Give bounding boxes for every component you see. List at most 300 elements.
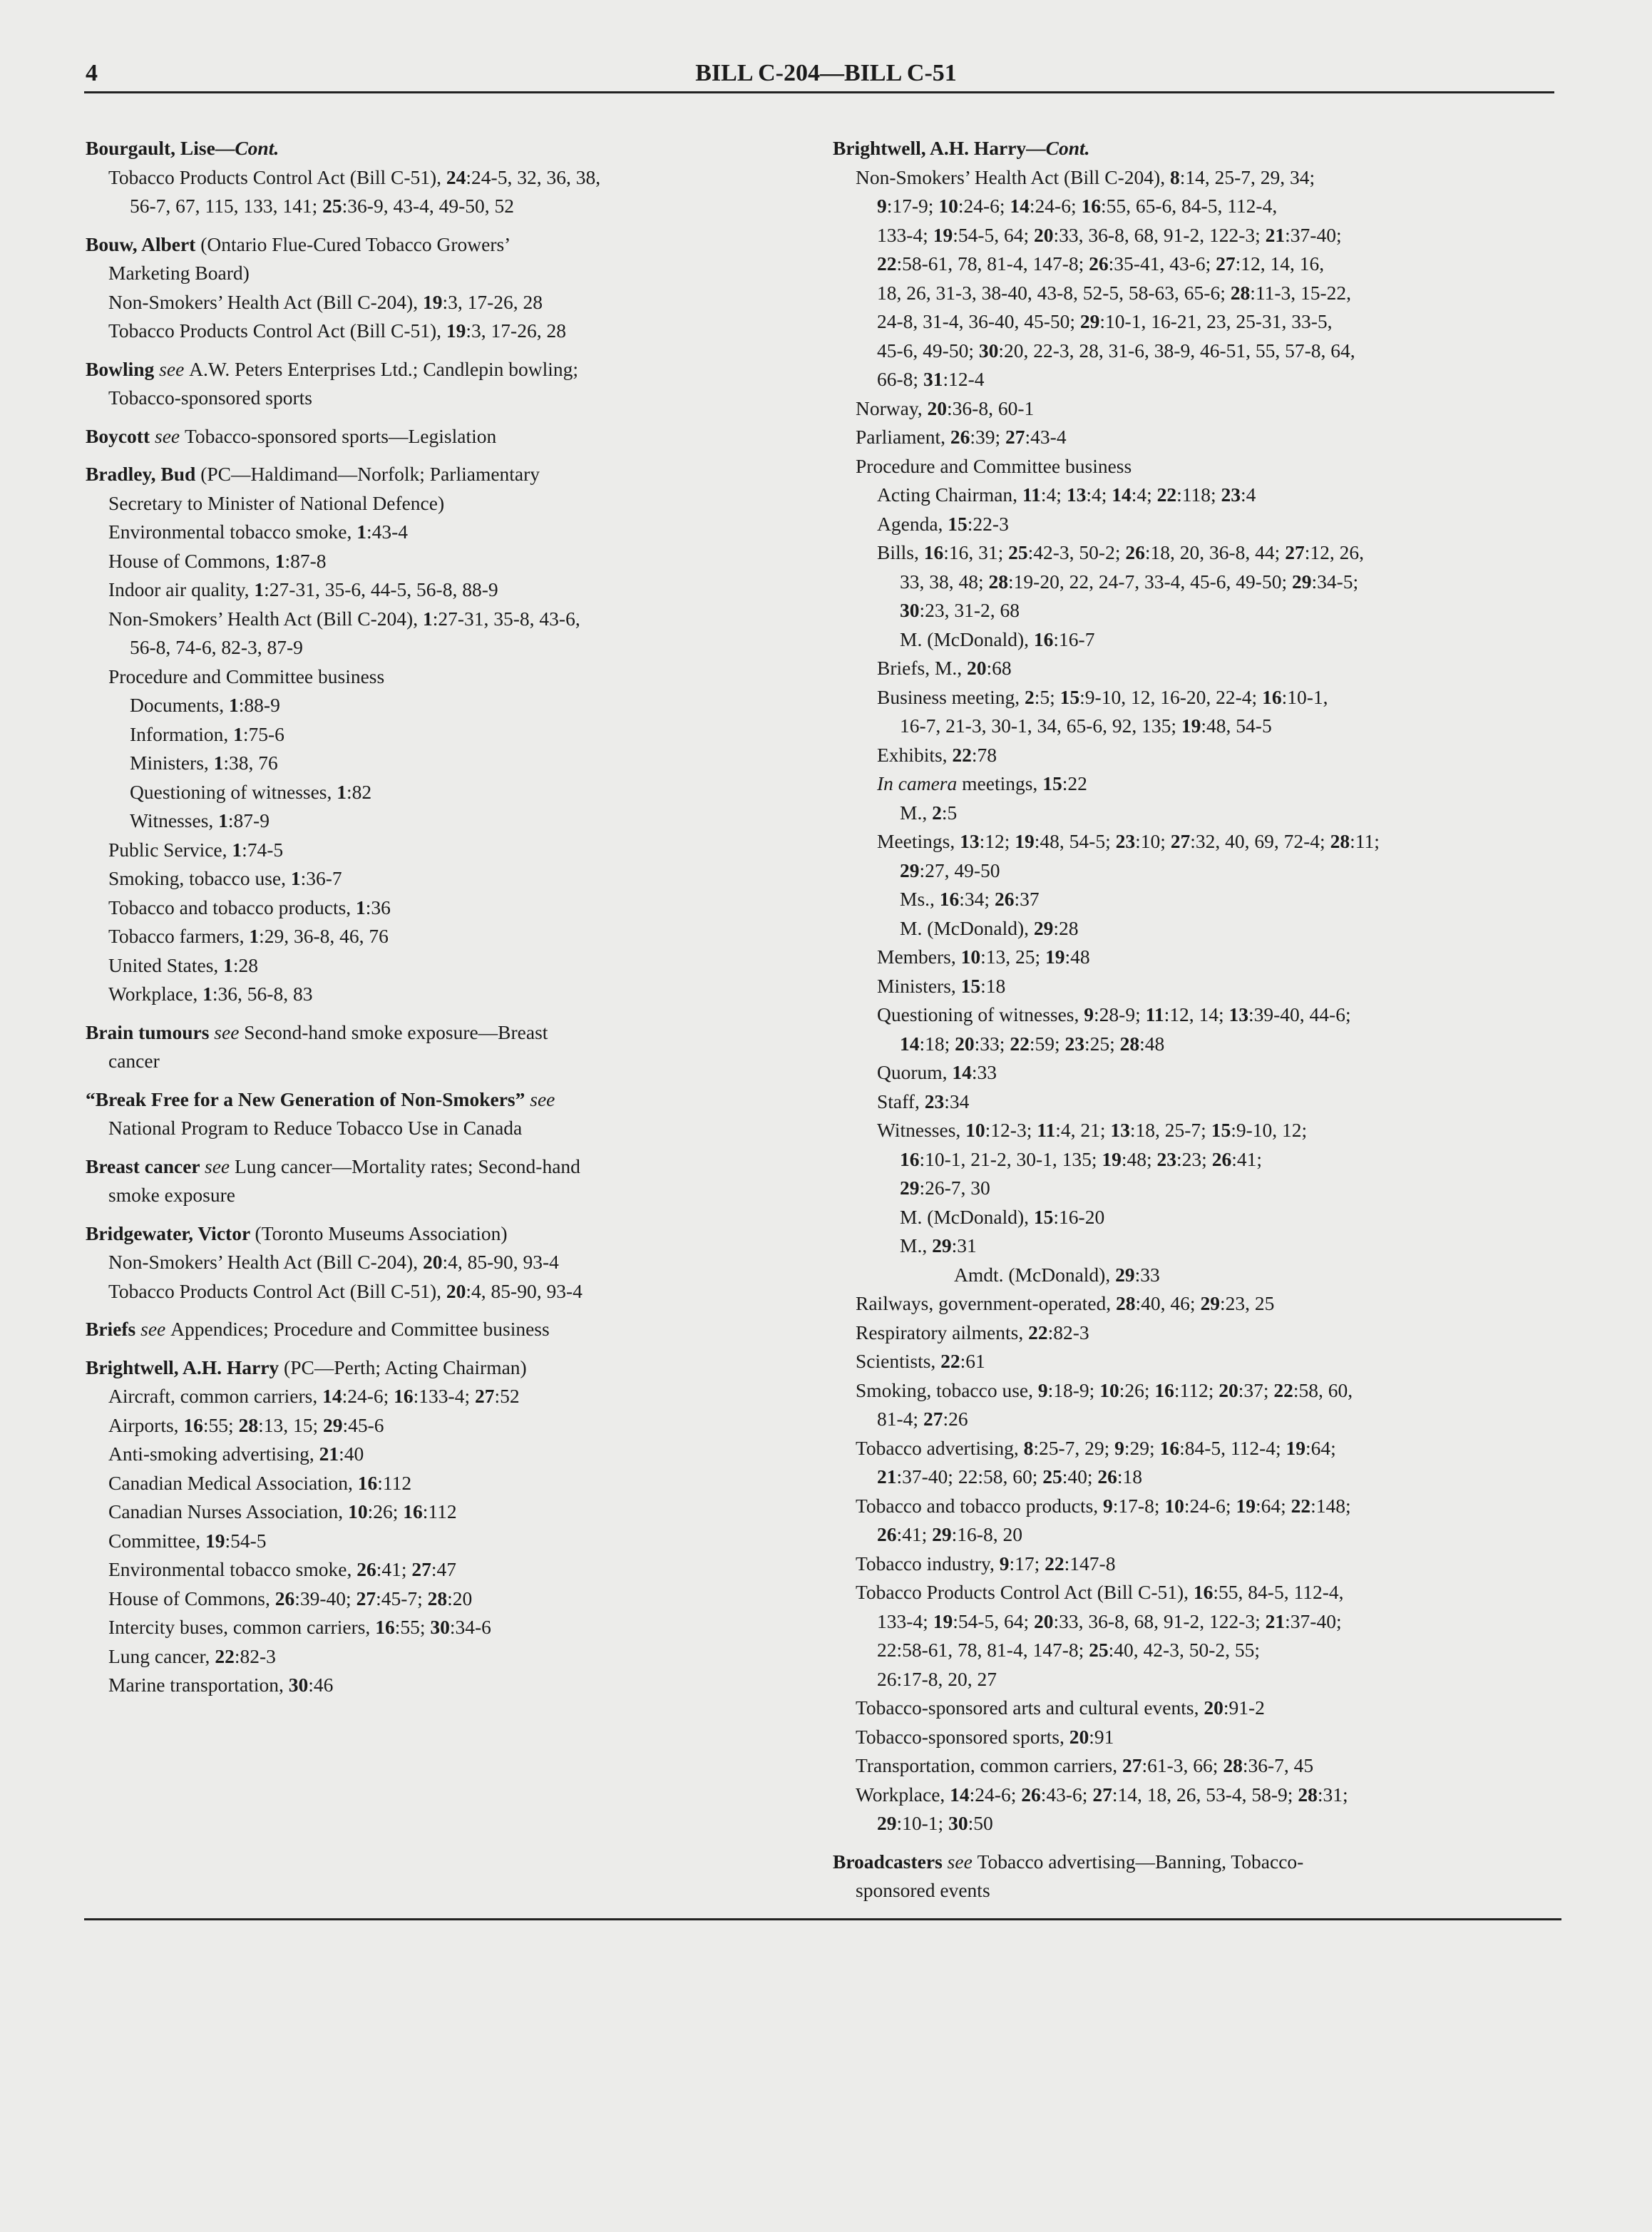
entry-text: Non-Smokers’ Health Act (Bill C-204), bbox=[856, 165, 1170, 188]
entry-line bbox=[86, 605, 806, 634]
index-entry bbox=[86, 355, 806, 413]
entry-text: :11; bbox=[1350, 830, 1380, 852]
entry-text: 29 bbox=[932, 1234, 952, 1256]
entry-line bbox=[833, 1174, 1553, 1203]
entry-text: 9 bbox=[1103, 1494, 1113, 1517]
entry-text: 19 bbox=[933, 1609, 953, 1632]
entry-text: Witnesses, bbox=[877, 1119, 966, 1141]
running-title: BILL C-204—BILL C-51 bbox=[695, 60, 957, 86]
entry-text: :40 bbox=[339, 1443, 364, 1465]
entry-text: 28 bbox=[238, 1413, 259, 1436]
entry-text: 26 bbox=[877, 1523, 897, 1545]
entry-text: 10 bbox=[348, 1500, 368, 1522]
entry-text: Lung cancer, bbox=[108, 1644, 215, 1667]
entry-text: :87-9 bbox=[227, 809, 270, 831]
entry-text: Breast cancer bbox=[86, 1155, 205, 1177]
entry-text: 10 bbox=[965, 1119, 985, 1141]
entry-text: :26; bbox=[1119, 1378, 1155, 1401]
entry-text: 20 bbox=[927, 396, 948, 419]
entry-text: Bradley, Bud bbox=[86, 463, 201, 485]
entry-text: :75-6 bbox=[242, 722, 284, 745]
entry-text: Tobacco-sponsored arts and cultural events, bbox=[856, 1696, 1204, 1719]
entry-line bbox=[833, 596, 1553, 625]
entry-text: Smoking, tobacco use, bbox=[108, 867, 291, 889]
entry-text: 14 bbox=[1112, 483, 1132, 506]
entry-text: :88-9 bbox=[238, 694, 280, 716]
entry-text: Tobacco and tobacco products, bbox=[108, 896, 356, 918]
entry-text: :118; bbox=[1176, 483, 1221, 506]
entry-line bbox=[833, 1694, 1553, 1723]
entry-text: Marketing Board) bbox=[108, 262, 250, 284]
entry-line bbox=[833, 1203, 1553, 1232]
entry-text: :31; bbox=[1317, 1783, 1348, 1806]
entry-line bbox=[86, 1181, 806, 1210]
entry-text: 2 bbox=[1025, 685, 1035, 708]
entry-text: 16 bbox=[183, 1413, 203, 1436]
index-entry bbox=[86, 1353, 806, 1700]
entry-heading bbox=[86, 230, 806, 260]
entry-text: :17-9; bbox=[886, 195, 939, 217]
entry-text: Indoor air quality, bbox=[108, 578, 255, 600]
entry-text: 19 bbox=[933, 223, 953, 246]
entry-text: :23, 25 bbox=[1219, 1292, 1275, 1314]
entry-text: :58-61, 78, 81-4, 147-8; bbox=[896, 252, 1089, 275]
entry-text: 20 bbox=[1204, 1696, 1223, 1719]
entry-text: 66-8; bbox=[877, 368, 923, 390]
entry-text: :34; bbox=[959, 888, 995, 910]
entry-text: :26 bbox=[943, 1408, 968, 1430]
entry-text: 33, 38, 48; bbox=[900, 570, 989, 593]
entry-line bbox=[833, 1578, 1553, 1607]
entry-text: :91-2 bbox=[1223, 1696, 1265, 1719]
entry-line bbox=[86, 518, 806, 547]
entry-text: Scientists, bbox=[856, 1350, 941, 1372]
index-column-right bbox=[833, 134, 1553, 1915]
entry-line bbox=[86, 633, 806, 662]
entry-heading bbox=[86, 1085, 806, 1115]
entry-text: 9 bbox=[877, 195, 887, 217]
index-entry bbox=[86, 1018, 806, 1076]
entry-text: 15 bbox=[1042, 772, 1062, 794]
entry-heading bbox=[833, 1848, 1553, 1877]
entry-text: 24-8, 31-4, 36-40, 45-50; bbox=[877, 310, 1080, 332]
entry-text: 23 bbox=[1115, 830, 1136, 852]
entry-text: 16 bbox=[1081, 195, 1101, 217]
entry-text: Ministers, bbox=[130, 752, 214, 774]
entry-text: :3, 17-26, 28 bbox=[442, 290, 543, 313]
entry-text: 13 bbox=[1066, 483, 1087, 506]
entry-text: Bouw, Albert bbox=[86, 232, 201, 255]
entry-text: Tobacco advertising—Banning, Tobacco- bbox=[977, 1850, 1304, 1873]
entry-line bbox=[833, 1347, 1553, 1376]
entry-heading bbox=[86, 134, 806, 163]
entry-text: :4; bbox=[1040, 483, 1067, 506]
entry-line bbox=[833, 856, 1553, 886]
entry-text: :16-8, 20 bbox=[951, 1523, 1022, 1545]
entry-line bbox=[833, 1289, 1553, 1319]
entry-text: Tobacco advertising, bbox=[856, 1436, 1024, 1459]
index-entry bbox=[86, 134, 806, 221]
entry-text: see bbox=[205, 1155, 235, 1177]
entry-text: 26:17-8, 20, 27 bbox=[877, 1667, 997, 1690]
entry-text: :24-6; bbox=[1029, 195, 1082, 217]
entry-text: 56-7, 67, 115, 133, 141; bbox=[130, 195, 323, 217]
entry-line bbox=[86, 1277, 806, 1306]
entry-line bbox=[833, 1876, 1553, 1905]
entry-text: :14, 18, 26, 53-4, 58-9; bbox=[1112, 1783, 1298, 1806]
entry-text: 26 bbox=[1125, 541, 1145, 563]
entry-text: 20 bbox=[1069, 1725, 1089, 1748]
entry-text: see bbox=[140, 1318, 171, 1340]
entry-text: 27 bbox=[1170, 830, 1191, 852]
entry-text: :33, 36-8, 68, 91-2, 122-3; bbox=[1053, 223, 1266, 246]
entry-text: Ms., bbox=[900, 888, 940, 910]
entry-text: 27 bbox=[1092, 1783, 1112, 1806]
entry-line bbox=[833, 1030, 1553, 1059]
index-entry bbox=[86, 1085, 806, 1143]
entry-text: Bourgault, Lise— bbox=[86, 137, 235, 159]
entry-line bbox=[86, 1469, 806, 1498]
entry-text: House of Commons, bbox=[108, 549, 275, 572]
entry-text: Railways, government-operated, bbox=[856, 1292, 1117, 1314]
entry-text: 16 bbox=[1193, 1581, 1214, 1603]
entry-line bbox=[86, 1585, 806, 1614]
entry-text: (Toronto Museums Association) bbox=[255, 1222, 508, 1244]
entry-line bbox=[86, 1248, 806, 1277]
entry-text: Exhibits, bbox=[877, 743, 953, 766]
entry-text: M., bbox=[900, 1234, 933, 1256]
entry-text: 1 bbox=[422, 607, 433, 630]
entry-text: :17-8; bbox=[1112, 1494, 1165, 1517]
entry-text: 27 bbox=[1005, 426, 1025, 448]
entry-text: :50 bbox=[968, 1812, 993, 1834]
entry-text: Bridgewater, Victor bbox=[86, 1222, 255, 1244]
entry-text: Second-hand smoke exposure—Breast bbox=[244, 1020, 548, 1043]
entry-text: 8 bbox=[1023, 1436, 1034, 1459]
entry-text: :4, 85-90, 93-4 bbox=[442, 1251, 559, 1273]
entry-text: M., bbox=[900, 801, 933, 824]
entry-line bbox=[833, 163, 1553, 193]
entry-line bbox=[833, 1723, 1553, 1752]
entry-line bbox=[833, 914, 1553, 943]
entry-text: 26 bbox=[1211, 1147, 1232, 1170]
entry-text: :39-40, 44-6; bbox=[1248, 1003, 1351, 1025]
entry-text: 133-4; bbox=[877, 223, 933, 246]
entry-text: :78 bbox=[971, 743, 997, 766]
entry-text: :82-3 bbox=[1047, 1321, 1089, 1343]
entry-line bbox=[86, 836, 806, 865]
entry-line bbox=[833, 307, 1553, 337]
entry-text: :58, 60, bbox=[1293, 1378, 1353, 1401]
entry-text: :24-6; bbox=[958, 195, 1010, 217]
entry-text: :16, 31; bbox=[943, 541, 1009, 563]
entry-text: 28 bbox=[1230, 281, 1251, 304]
entry-line bbox=[86, 192, 806, 221]
entry-text: Business meeting, bbox=[877, 685, 1025, 708]
entry-line bbox=[833, 423, 1553, 452]
entry-line bbox=[833, 799, 1553, 828]
entry-text: Bowling bbox=[86, 357, 160, 380]
entry-text: Tobacco-sponsored sports bbox=[108, 386, 312, 409]
entry-text: :55; bbox=[202, 1413, 239, 1436]
entry-text: 9 bbox=[1114, 1436, 1124, 1459]
entry-text: :112; bbox=[1174, 1378, 1219, 1401]
entry-text: Agenda, bbox=[877, 512, 948, 535]
entry-line bbox=[86, 1498, 806, 1527]
entry-text: see bbox=[947, 1850, 978, 1873]
entry-text: 22 bbox=[877, 252, 897, 275]
entry-text: 14 bbox=[322, 1385, 342, 1407]
entry-text: 29 bbox=[1200, 1292, 1220, 1314]
entry-text: :112 bbox=[422, 1500, 457, 1522]
entry-text: :40; bbox=[1062, 1465, 1098, 1488]
entry-text: :36-7, 45 bbox=[1242, 1754, 1314, 1776]
entry-line bbox=[86, 288, 806, 317]
entry-text: :39-40; bbox=[294, 1587, 356, 1609]
entry-text: 1 bbox=[356, 896, 366, 918]
entry-line bbox=[833, 827, 1553, 856]
entry-text: 19 bbox=[1181, 715, 1201, 737]
entry-text: 23 bbox=[1156, 1147, 1177, 1170]
entry-text: :26; bbox=[367, 1500, 404, 1522]
entry-text: 16 bbox=[375, 1616, 395, 1638]
entry-text: 133-4; bbox=[877, 1609, 933, 1632]
entry-text: Smoking, tobacco use, bbox=[856, 1378, 1038, 1401]
entry-text: :5; bbox=[1034, 685, 1060, 708]
entry-text: Anti-smoking advertising, bbox=[108, 1443, 319, 1465]
entry-line bbox=[833, 568, 1553, 597]
entry-text: :36-8, 60-1 bbox=[947, 396, 1035, 419]
entry-text: :48 bbox=[1139, 1032, 1165, 1055]
entry-text: 16 bbox=[900, 1147, 920, 1170]
entry-text: :23; bbox=[1176, 1147, 1212, 1170]
entry-text: :12-4 bbox=[943, 368, 985, 390]
entry-text: 21 bbox=[1265, 1609, 1286, 1632]
entry-line bbox=[833, 1376, 1553, 1406]
entry-text: 14 bbox=[900, 1032, 920, 1055]
entry-text: 30 bbox=[288, 1674, 309, 1696]
entry-text: :25; bbox=[1084, 1032, 1120, 1055]
entry-text: :48 bbox=[1064, 946, 1090, 968]
entry-text: 28 bbox=[988, 570, 1009, 593]
entry-line bbox=[833, 683, 1553, 712]
entry-text: :17; bbox=[1009, 1552, 1045, 1575]
entry-text: 20 bbox=[1034, 223, 1054, 246]
entry-text: 29 bbox=[1115, 1263, 1135, 1286]
entry-text: 25 bbox=[1042, 1465, 1062, 1488]
entry-line bbox=[833, 279, 1553, 308]
entry-text: 28 bbox=[427, 1587, 448, 1609]
entry-line bbox=[833, 1261, 1553, 1290]
entry-text: “Break Free for a New Generation of Non-Smokers” bbox=[86, 1087, 530, 1110]
entry-heading bbox=[833, 134, 1553, 163]
entry-text: 15 bbox=[948, 512, 968, 535]
entry-line bbox=[833, 1492, 1553, 1521]
entry-text: Documents, bbox=[130, 694, 230, 716]
entry-text: Tobacco Products Control Act (Bill C-51), bbox=[108, 1279, 446, 1302]
entry-text: 19 bbox=[205, 1529, 225, 1552]
entry-line bbox=[86, 163, 806, 193]
entry-text: 31 bbox=[923, 368, 943, 390]
page-number: 4 bbox=[86, 60, 98, 86]
entry-text: 29 bbox=[1291, 570, 1312, 593]
entry-line bbox=[833, 1463, 1553, 1492]
entry-text: 22 bbox=[1010, 1032, 1030, 1055]
entry-text: :33; bbox=[974, 1032, 1010, 1055]
entry-text: Marine transportation, bbox=[108, 1674, 289, 1696]
entry-line bbox=[86, 317, 806, 346]
entry-text: Amdt. (McDonald), bbox=[954, 1263, 1116, 1286]
entry-text: 26 bbox=[1097, 1465, 1117, 1488]
entry-line bbox=[833, 1116, 1553, 1145]
entry-text: :82 bbox=[347, 780, 372, 803]
entry-line bbox=[86, 749, 806, 778]
entry-text: :47 bbox=[431, 1558, 457, 1580]
entry-text: :10-1, 21-2, 30-1, 135; bbox=[919, 1147, 1102, 1170]
entry-text: Public Service, bbox=[108, 838, 232, 861]
entry-text: 16 bbox=[1154, 1378, 1174, 1401]
entry-text: :37-40; bbox=[1285, 1609, 1342, 1632]
entry-text: :133-4; bbox=[413, 1385, 475, 1407]
entry-line bbox=[833, 365, 1553, 394]
entry-text: In camera bbox=[877, 772, 963, 794]
entry-text: 16 bbox=[357, 1471, 378, 1494]
entry-text: 29 bbox=[1033, 916, 1054, 939]
entry-text: :59; bbox=[1029, 1032, 1065, 1055]
entry-text: (Ontario Flue-Cured Tobacco Growers’ bbox=[200, 232, 511, 255]
entry-text: :37-40; 22:58, 60; bbox=[896, 1465, 1043, 1488]
entry-text: :12; bbox=[979, 830, 1015, 852]
entry-heading bbox=[86, 355, 806, 384]
entry-line bbox=[833, 654, 1553, 683]
entry-text: :24-6; bbox=[969, 1783, 1022, 1806]
entry-text: 22 bbox=[1045, 1552, 1064, 1575]
entry-text: smoke exposure bbox=[108, 1184, 235, 1206]
entry-text: 29 bbox=[877, 1812, 897, 1834]
entry-text: Meetings, bbox=[877, 830, 960, 852]
entry-text: 16 bbox=[394, 1385, 414, 1407]
entry-text: 16 bbox=[1159, 1436, 1180, 1459]
entry-text: 25 bbox=[1008, 541, 1028, 563]
entry-text: :36-9, 43-4, 49-50, 52 bbox=[342, 195, 515, 217]
entry-text: Information, bbox=[130, 722, 234, 745]
entry-text: :12, 14; bbox=[1164, 1003, 1229, 1025]
entry-text: :33 bbox=[1134, 1263, 1160, 1286]
entry-text: Witnesses, bbox=[130, 809, 219, 831]
entry-text: 10 bbox=[938, 195, 958, 217]
entry-text: 22 bbox=[1028, 1321, 1048, 1343]
entry-text: 20 bbox=[955, 1032, 975, 1055]
entry-text: Intercity buses, common carriers, bbox=[108, 1616, 376, 1638]
entry-text: 19 bbox=[1236, 1494, 1256, 1517]
entry-text: United States, bbox=[108, 953, 224, 976]
entry-line bbox=[833, 741, 1553, 770]
entry-text: 15 bbox=[1033, 1205, 1054, 1228]
entry-line bbox=[833, 1781, 1553, 1810]
entry-text: :34 bbox=[944, 1090, 970, 1112]
entry-text: Boycott bbox=[86, 424, 155, 447]
entry-text: :112 bbox=[377, 1471, 412, 1494]
entry-text: 14 bbox=[950, 1783, 970, 1806]
entry-text: Tobacco industry, bbox=[856, 1552, 1000, 1575]
entry-text: 9 bbox=[1084, 1003, 1094, 1025]
entry-text: 10 bbox=[1099, 1378, 1119, 1401]
entry-text: 56-8, 74-6, 82-3, 87-9 bbox=[130, 636, 303, 658]
entry-line bbox=[86, 1671, 806, 1700]
entry-text: 30 bbox=[430, 1616, 450, 1638]
entry-line bbox=[86, 864, 806, 894]
entry-line bbox=[833, 1319, 1553, 1348]
entry-text: :18 bbox=[1117, 1465, 1143, 1488]
entry-line bbox=[86, 1382, 806, 1411]
entry-line bbox=[833, 1434, 1553, 1463]
entry-text: Staff, bbox=[877, 1090, 925, 1112]
entry-text: Tobacco Products Control Act (Bill C-51), bbox=[856, 1581, 1194, 1603]
entry-line bbox=[833, 1665, 1553, 1694]
entry-text: :18-9; bbox=[1047, 1378, 1100, 1401]
entry-line bbox=[833, 1058, 1553, 1087]
entry-text: :37-40; bbox=[1285, 223, 1342, 246]
entry-line bbox=[86, 1047, 806, 1076]
entry-text: 16 bbox=[1033, 628, 1054, 650]
entry-text: :39; bbox=[970, 426, 1006, 448]
entry-text: 1 bbox=[337, 780, 347, 803]
entry-text: :33, 36-8, 68, 91-2, 122-3; bbox=[1053, 1609, 1266, 1632]
entry-text: Briefs, M., bbox=[877, 657, 968, 679]
entry-text: Transportation, common carriers, bbox=[856, 1754, 1122, 1776]
entry-text: 45-6, 49-50; bbox=[877, 339, 979, 362]
entry-text: 20 bbox=[1034, 1609, 1054, 1632]
entry-text: 20 bbox=[967, 657, 987, 679]
entry-text: :41; bbox=[376, 1558, 412, 1580]
entry-text: Questioning of witnesses, bbox=[130, 780, 337, 803]
entry-text: Tobacco Products Control Act (Bill C-51), bbox=[108, 319, 446, 342]
entry-text: M. (McDonald), bbox=[900, 916, 1034, 939]
entry-text: :12, 26, bbox=[1304, 541, 1364, 563]
entry-text: 19 bbox=[1102, 1147, 1122, 1170]
entry-text: :34-6 bbox=[449, 1616, 491, 1638]
entry-text: 22 bbox=[1291, 1494, 1311, 1517]
entry-text: :27-31, 35-8, 43-6, bbox=[432, 607, 580, 630]
entry-text: :25-7, 29; bbox=[1033, 1436, 1115, 1459]
entry-text: :4, 21; bbox=[1055, 1119, 1111, 1141]
entry-text: (PC—Haldimand—Norfolk; Parliamentary bbox=[200, 463, 540, 485]
entry-text: Committee, bbox=[108, 1529, 205, 1552]
entry-line bbox=[86, 1411, 806, 1440]
entry-text: :16-20 bbox=[1053, 1205, 1105, 1228]
entry-text: :36, 56-8, 83 bbox=[212, 983, 313, 1005]
entry-text: Tobacco and tobacco products, bbox=[856, 1494, 1104, 1517]
entry-text: 15 bbox=[960, 974, 981, 997]
entry-line bbox=[86, 951, 806, 981]
entry-text: 16 bbox=[1262, 685, 1282, 708]
entry-text: :148; bbox=[1310, 1494, 1351, 1517]
entry-line bbox=[833, 1145, 1553, 1174]
entry-text: :54-5, 64; bbox=[953, 223, 1035, 246]
entry-text: Cont. bbox=[235, 137, 279, 159]
entry-text: 1 bbox=[233, 722, 243, 745]
entry-text: Tobacco farmers, bbox=[108, 925, 250, 947]
entry-text: 11 bbox=[1145, 1003, 1164, 1025]
entry-text: :61-3, 66; bbox=[1141, 1754, 1223, 1776]
entry-text: 20 bbox=[1219, 1378, 1238, 1401]
entry-text: Non-Smokers’ Health Act (Bill C-204), bbox=[108, 1251, 423, 1273]
entry-text: Non-Smokers’ Health Act (Bill C-204), bbox=[108, 607, 423, 630]
entry-text: Aircraft, common carriers, bbox=[108, 1385, 323, 1407]
index-entry bbox=[86, 1152, 806, 1210]
entry-text: 11 bbox=[1037, 1119, 1056, 1141]
entry-text: 26 bbox=[1089, 252, 1109, 275]
